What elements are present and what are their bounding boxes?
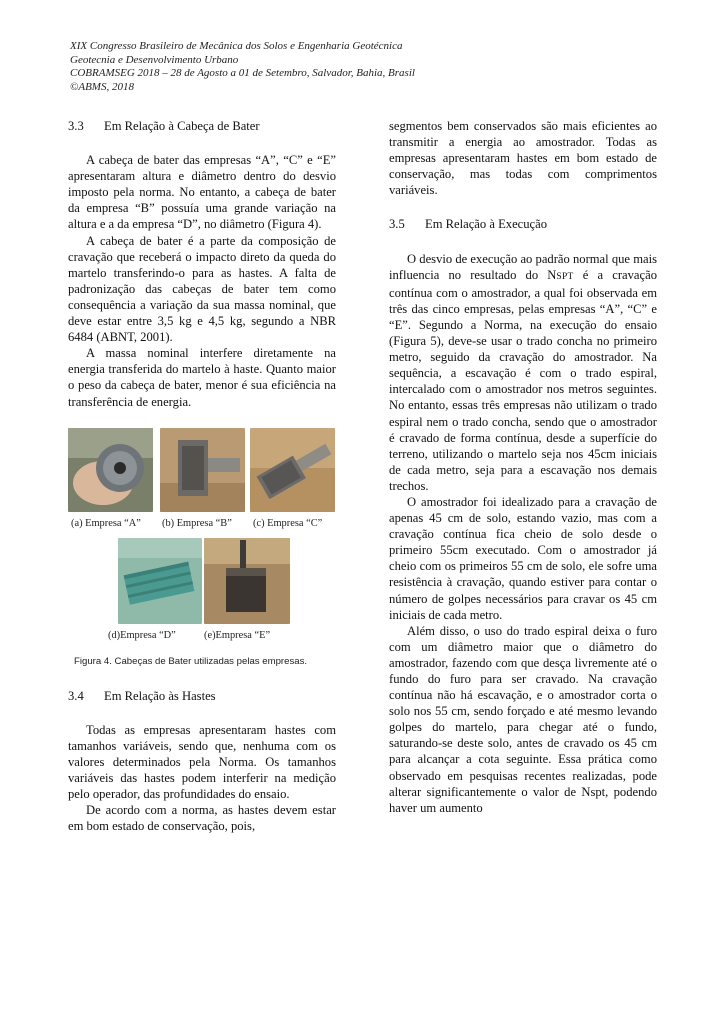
section-title: Em Relação à Cabeça de Bater (104, 119, 260, 133)
paragraph: Além disso, o uso do trado espiral deixa o furo com um diâmetro maior que o diâmetro do amostrador, fazendo com que desça livremente até o fundo do furo para ser cravado. Na cravação contínua não há escavação, e o amostrador corta o solo nos 55 cm, sendo forçado e até mesmo levando golpes do martelo, para chegar até o fundo, saturando-se deste solo, antes de cravado os 45 cm para alcançar a cota seguinte. Essa prática como observado em pesquisas recentes realizadas, pode alterar significantemente o valor de Nspt, podendo haver um aumento (389, 623, 657, 815)
caption-empresa-b: (b) Empresa “B” (162, 517, 232, 529)
page-header (70, 40, 670, 94)
section-number: 3.3 (68, 119, 84, 133)
header-theme: Geotecnia e Desenvolvimento Urbano (70, 53, 239, 66)
paragraph: O amostrador foi idealizado para a cravação de apenas 45 cm de solo, estando vazio, mas com a cravação contínua fica cheio de solo desde o primeiro 55cm executado. Com o amostrador já cheio com os primeiros 55 cm de solo, ele sofre uma resistência à cravação, quando estiver para contar o número de golpes necessários para cravar os 45 cm iniciais de cada metro. (389, 494, 657, 622)
section-title: Em Relação à Execução (425, 217, 548, 232)
section-number: 3.4 (68, 688, 84, 703)
section-heading-3-3 (68, 118, 336, 134)
header-copyright: ©ABMS, 2018 (70, 80, 134, 93)
caption-empresa-d: (d)Empresa “D” (108, 629, 176, 641)
photo-empresa-d (118, 538, 202, 624)
right-column (389, 118, 657, 816)
caption-empresa-c: (c) Empresa “C” (253, 517, 323, 529)
paragraph: A massa nominal interfere diretamente na energia transferida do martelo à haste. Quanto maior o peso da cabeça de bater, menor é sua eficiência na transferência de energia. (68, 346, 336, 409)
paragraph-continued: segmentos bem conservados são mais eficientes ao transmitir a energia ao amostrador. Todas as empresas apresentaram hastes em bom estado de conservação, mas todas com comprimentos variáveis. (389, 119, 657, 198)
paragraph: A cabeça de bater das empresas “A”, “C” e “E” apresentaram altura e diâmetro dentro do desvio imposto pela norma. No entanto, a cabeça de bater da empresa “B” possuía uma grande variação na altura e a da empresa “D”, no diâmetro (Figura 4). (68, 153, 336, 232)
nspt-subscript: SPT (556, 271, 574, 282)
paragraph: De acordo com a norma, as hastes devem estar em bom estado de conservação, pois, (68, 803, 336, 834)
section-heading-3-5 (389, 216, 657, 232)
photo-empresa-e (204, 538, 290, 624)
caption-empresa-e: (e)Empresa “E” (204, 629, 271, 641)
section-number: 3.5 (389, 217, 405, 232)
photo-empresa-c (250, 428, 335, 512)
header-event: COBRAMSEG 2018 – 28 de Agosto a 01 de Setembro, Salvador, Bahia, Brasil (70, 67, 415, 79)
photo-empresa-b (160, 428, 245, 512)
paragraph: O desvio de execução ao padrão normal que mais influencia no resultado do NSPT é a cravação contínua com o amostrador, a qual foi observada em três das cinco empresas, pelas empresas “A”, “C” e “E”. Segundo a Norma, na execução do ensaio (Figura 5), deve-se usar o trado concha no primeiro metro, seguido da cravação do amostrador. Na sequência, a escavação é com o trado espiral, intercalado com o amostrador nos metros seguintes. No entanto, essas três empresas não utilizam o trado espiral nem o trado concha, sendo que o amostrador é cravado de forma contínua, desde a superfície do terreno, utilizando o martelo seja nos 45cm iniciais de cada metro, seja para a escavação nos demais trechos. (389, 251, 657, 493)
section-title: Em Relação às Hastes (104, 688, 216, 703)
paragraph: A cabeça de bater é a parte da composição de cravação que receberá o impacto direto da queda do martelo transferindo-o para as hastes. A falta de padronização das cabeças de bater tem como consequência a variação da sua massa nominal, que deve estar entre 3,5 kg e 4,5 kg, segundo a NBR 6484 (ABNT, 2001). (68, 233, 336, 345)
left-column (68, 118, 336, 834)
figure-4 (68, 428, 336, 640)
caption-empresa-a: (a) Empresa “A” (71, 517, 141, 529)
photo-empresa-a (68, 428, 153, 512)
figure-caption: Figura 4. Cabeças de Bater utilizadas pelas empresas. (74, 655, 308, 667)
section-heading-3-4 (68, 688, 336, 704)
paragraph: Todas as empresas apresentaram hastes com tamanhos variáveis, sendo que, nenhuma com os valores determinados pela Norma. Os tamanhos variáveis das hastes podem interferir na medição pelo operador, das profundidades do ensaio. (68, 722, 336, 802)
header-conference: XIX Congresso Brasileiro de Mecânica dos Solos e Engenharia Geotécnica (70, 40, 403, 52)
